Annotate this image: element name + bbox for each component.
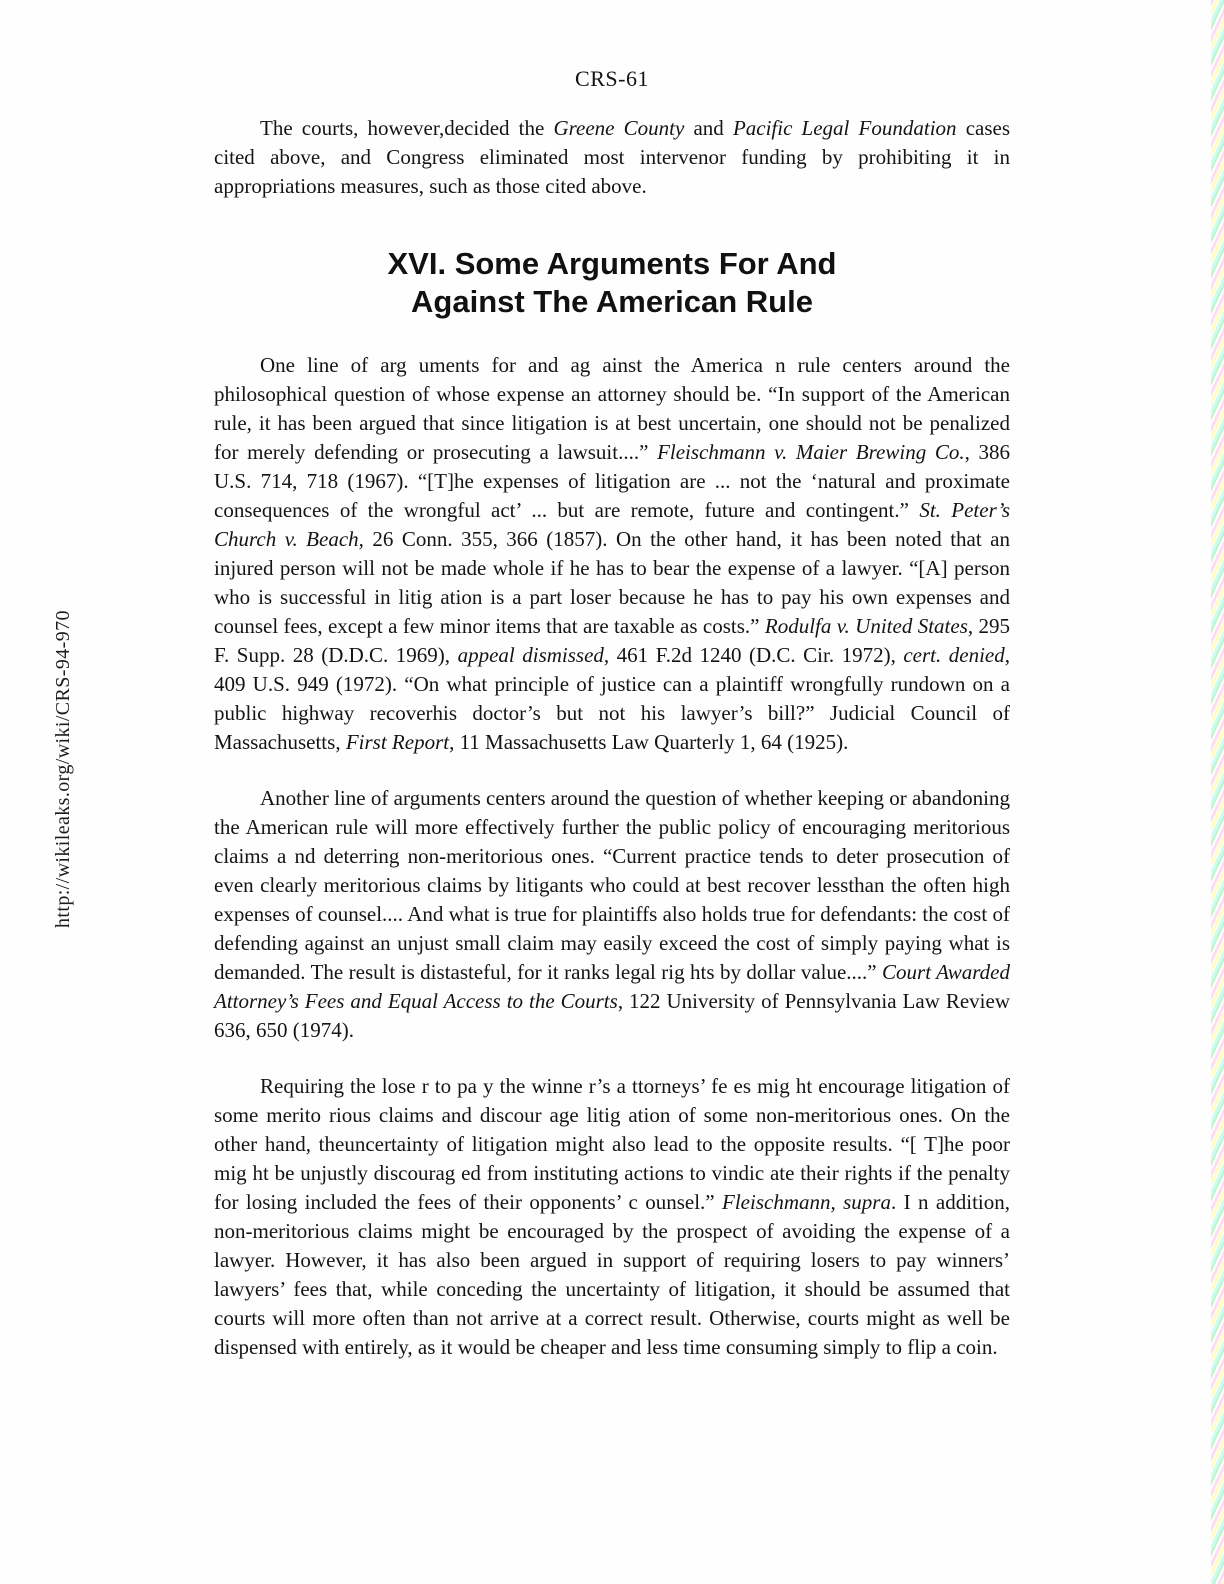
paragraph-intro: The courts, however,decided the Greene County and Pacific Legal Foundation cases cited above, and Congress eliminated most intervenor funding by prohibiting it in appropriations measures, such as those cited above.: [214, 116, 1011, 198]
section-heading: [214, 245, 1010, 321]
paragraph-philosophical-question: One line of arg uments for and ag ainst the America n rule centers around the philosophical question of whose expense an attorney should be. “In support of the American rule, it has been argued that since litigation is at best uncertain, one should not be penalized for merely defending or prosecuting a lawsuit....” Fleischmann v. Maier Brewing Co., 386 U.S. 714, 718 (1967). “[T]he expenses of litigation are ... not the ‘natural and proximate consequences of the wrongful act’ ... but are remote, future and contingent.” St. Peter’s Church v. Beach, 26 Conn. 355, 366 (1857). On the other hand, it has been noted that an injured person will not be made whole if he has to bear the expense of a lawyer. “[A] person who is successful in litig ation is a part loser because he has to pay his own expenses and counsel fees, except a few minor items that are taxable as costs.” Rodulfa v. United States, 295 F. Supp. 28 (D.D.C. 1969), appeal dismissed, 461 F.2d 1240 (D.C. Cir. 1972), cert. denied, 409 U.S. 949 (1972). “On what principle of justice can a plaintiff wrongfully rundown on a public highway recoverhis doctor’s but not his lawyer’s bill?” Judicial Council of Massachusetts, First Report, 11 Massachusetts Law Quarterly 1, 64 (1925).: [214, 353, 1011, 754]
paragraph-public-policy: Another line of arguments centers around the question of whether keeping or abandoning the American rule will more effectively further the public policy of encouraging meritorious claims a nd deterring non-meritorious ones. “Current practice tends to deter prosecution of even clearly meritorious claims by litigants who could at best recover lessthan the often high expenses of counsel.... And what is true for plaintiffs also holds true for defendants: the cost of defending against an unjust small claim may easily exceed the cost of simply paying what is demanded. The result is distasteful, for it ranks legal rig hts by dollar value....” Court Awarded Attorney’s Fees and Equal Access to the Courts, 122 University of Pennsylvania Law Review 636, 650 (1974).: [214, 786, 1010, 1042]
page-header: CRS-61: [575, 66, 649, 91]
wikileaks-watermark-url: http://wikileaks.org/wiki/CRS-94-970: [52, 610, 74, 928]
paragraph-loser-pays: Requiring the lose r to pa y the winne r’s a ttorneys’ fe es mig ht encourage litigation of some merito rious claims and discour age litig ation of some non-meritorious ones. On the other hand, theuncertainty of litigation might also lead to the opposite results. “[ T]he poor mig ht be unjustly discourag ed from instituting actions to vindic ate their rights if the penalty for losing included the fees of their opponents’ c ounsel.” Fleischmann, supra. I n addition, non-meritorious claims might be encouraged by the prospect of avoiding the expense of a lawyer. However, it has also been argued in support of requiring losers to pay winners’ lawyers’ fees that, while conceding the uncertainty of litigation, it should be assumed that courts will more often than not arrive at a correct result. Otherwise, courts might as well be dispensed with entirely, as it would be cheaper and less time consuming simply to flip a coin.: [214, 1074, 1010, 1359]
scan-edge-pattern: [1211, 0, 1224, 1584]
section-heading-line1: XVI. Some Arguments For And: [387, 246, 837, 281]
page-content: [214, 66, 1010, 1389]
section-heading-line2: Against The American Rule: [411, 284, 813, 319]
